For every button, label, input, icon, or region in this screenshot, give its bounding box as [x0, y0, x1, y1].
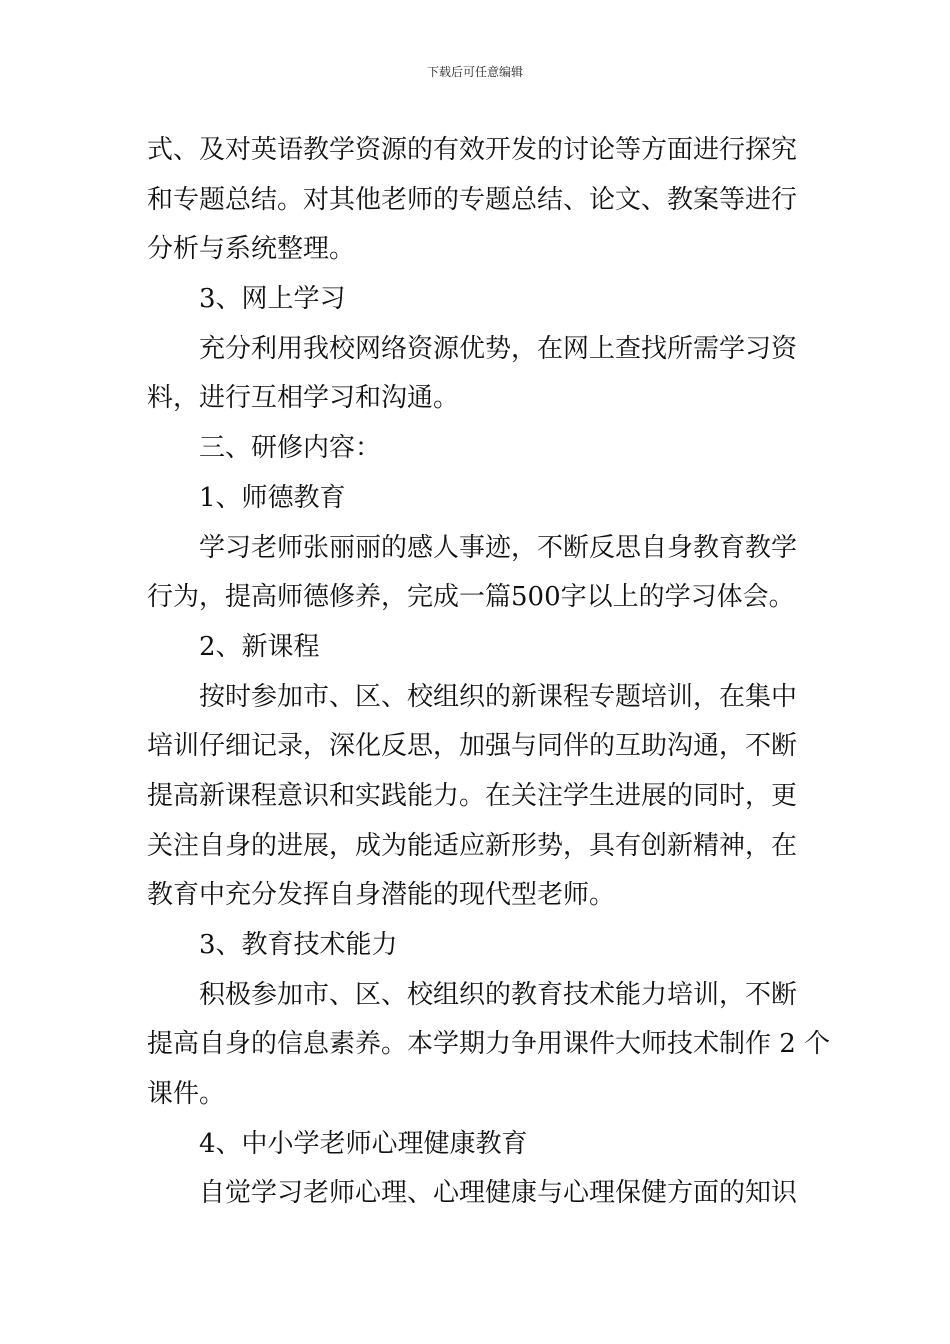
text-line: 式、及对英语教学资源的有效开发的讨论等方面进行探究 [147, 135, 798, 165]
section-heading [147, 275, 812, 325]
text-line: 按时参加市、区、校组织的新课程专题培训，在集中 [199, 681, 798, 712]
heading-text: 1、师德教育 [199, 482, 346, 513]
document-body [147, 126, 831, 1219]
text-line: 教育中充分发挥自身潜能的现代型老师。 [147, 880, 616, 911]
section-heading [147, 1120, 812, 1170]
paragraph [147, 325, 812, 424]
paragraph [147, 1169, 812, 1219]
section-heading [147, 424, 812, 474]
text-line: 培训仔细记录，深化反思，加强与同伴的互助沟通，不断 [147, 731, 798, 762]
heading-text: 2、新课程 [199, 631, 320, 662]
paragraph [147, 524, 812, 623]
text-line: 提高新课程意识和实践能力。在关注学生进展的同时，更 [147, 780, 798, 811]
section-heading [147, 921, 812, 971]
text-line: 课件。 [147, 1079, 226, 1110]
paragraph [147, 673, 812, 921]
section-heading [147, 623, 812, 673]
text-line: 自觉学习老师心理、心理健康与心理保健方面的知识 [199, 1178, 798, 1209]
heading-text: 4、中小学老师心理健康教育 [199, 1128, 528, 1159]
text-line: 关注自身的进展，成为能适应新形势，具有创新精神，在 [147, 830, 798, 861]
text-line: 学习老师张丽丽的感人事迹，不断反思自身教育教学 [199, 532, 798, 563]
text-line: 和专题总结。对其他老师的专题总结、论文、教案等进行 [147, 184, 798, 215]
paragraph [147, 126, 812, 275]
page-header-note: 下载后可任意编辑 [426, 65, 523, 79]
text-line: 积极参加市、区、校组织的教育技术能力培训，不断 [199, 979, 798, 1010]
heading-text: 三、研修内容： [199, 433, 382, 464]
text-line: 料，进行互相学习和沟通。 [147, 383, 460, 414]
paragraph [147, 971, 831, 1120]
heading-text: 3、网上学习 [199, 284, 346, 315]
text-line: 分析与系统整理。 [147, 234, 356, 265]
text-line: 行为，提高师德修养，完成一篇500字以上的学习体会。 [147, 582, 795, 613]
section-heading [147, 474, 812, 524]
text-line: 充分利用我校网络资源优势，在网上查找所需学习资 [199, 333, 798, 364]
heading-text: 3、教育技术能力 [199, 930, 398, 960]
text-line: 提高自身的信息素养。本学期力争用课件大师技术制作 2 个 [147, 1029, 831, 1060]
